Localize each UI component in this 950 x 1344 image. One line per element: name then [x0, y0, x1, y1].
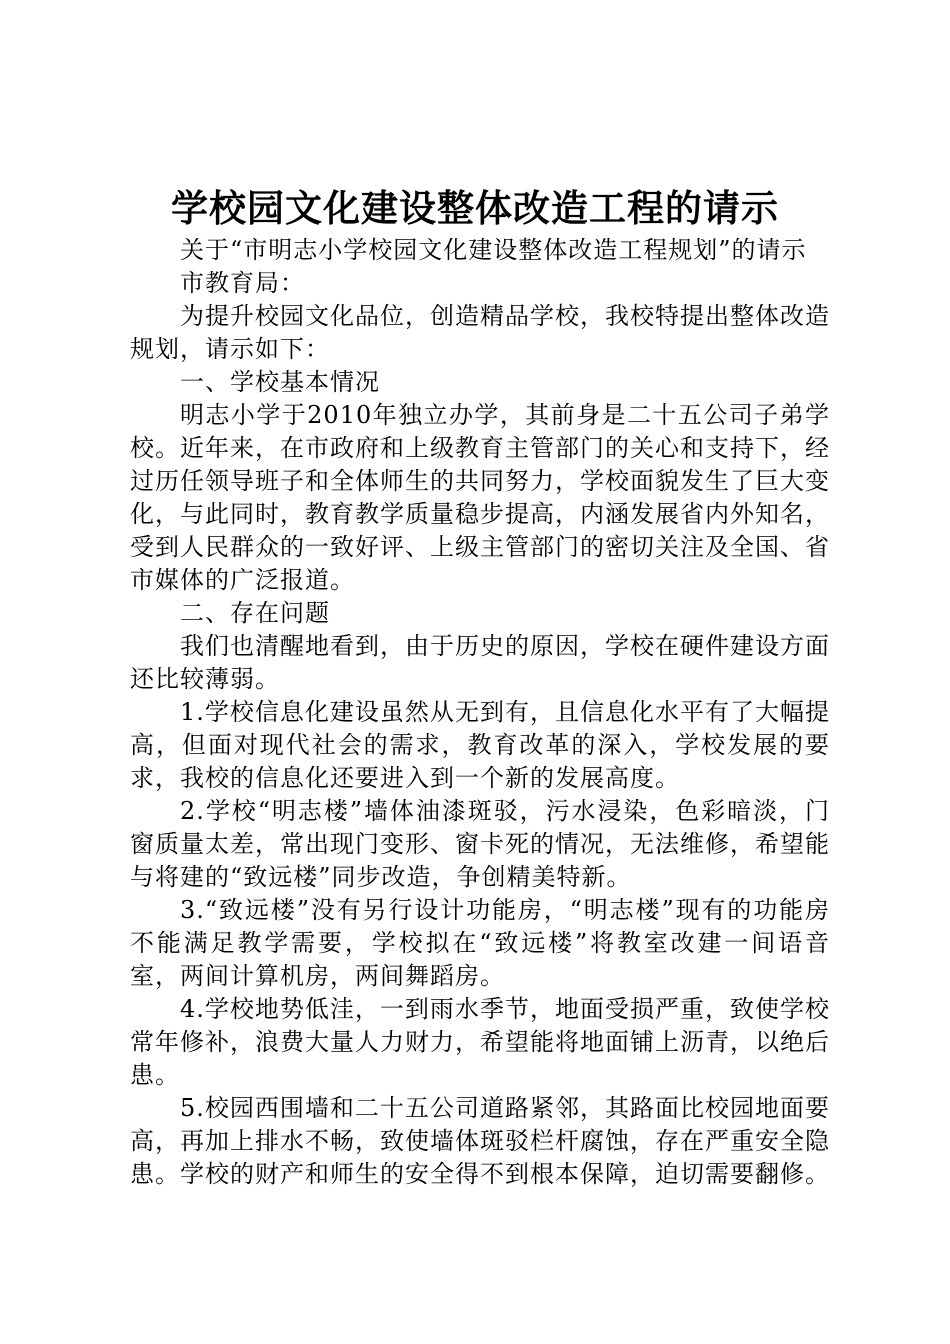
document-title: 学校园文化建设整体改造工程的请示 [171, 186, 779, 230]
document-body [130, 234, 830, 1191]
problem-item-5: 5.校园西围墙和二十五公司道路紧邻，其路面比校园地面要高，再加上排水不畅，致使墙体斑驳栏杆腐蚀，存在严重安全隐患。学校的财产和师生的安全得不到根本保障，迫切需要翻修。 [130, 1094, 830, 1188]
addressee: 市教育局： [180, 269, 305, 297]
section-heading-basic-info: 一、学校基本情况 [180, 368, 380, 396]
problem-item-3: 3.“致远楼”没有另行设计功能房，“明志楼”现有的功能房不能满足教学需要，学校拟在“致远楼”将教室改建一间语音室，两间计算机房，两间舞蹈房。 [130, 896, 830, 990]
subject-line: 关于“市明志小学校园文化建设整体改造工程规划”的请示 [180, 236, 807, 264]
problem-item-2: 2.学校“明志楼”墙体油漆斑驳，污水浸染，色彩暗淡，门窗质量太差，常出现门变形、窗卡死的情况，无法维修，希望能与将建的“致远楼”同步改造，争创精美特新。 [130, 797, 830, 891]
intro-paragraph: 为提升校园文化品位，创造精品学校，我校特提出整体改造规划，请示如下： [130, 302, 830, 363]
basic-info-paragraph: 明志小学于2010年独立办学，其前身是二十五公司子弟学校。近年来，在市政府和上级教育主管部门的关心和支持下，经过历任领导班子和全体师生的共同努力，学校面貌发生了巨大变化，与此同时，教育教学质量稳步提高，内涵发展省内外知名，受到人民群众的一致好评、上级主管部门的密切关注及全国、省市媒体的广泛报道。 [130, 401, 830, 594]
problem-item-1: 1.学校信息化建设虽然从无到有，且信息化水平有了大幅提高，但面对现代社会的需求，教育改革的深入，学校发展的要求，我校的信息化还要进入到一个新的发展高度。 [130, 698, 830, 792]
problems-intro-paragraph: 我们也清醒地看到，由于历史的原因，学校在硬件建设方面还比较薄弱。 [130, 632, 830, 693]
problem-item-4: 4.学校地势低洼，一到雨水季节，地面受损严重，致使学校常年修补，浪费大量人力财力，希望能将地面铺上沥青，以绝后患。 [130, 995, 830, 1089]
section-heading-problems: 二、存在问题 [180, 599, 330, 627]
